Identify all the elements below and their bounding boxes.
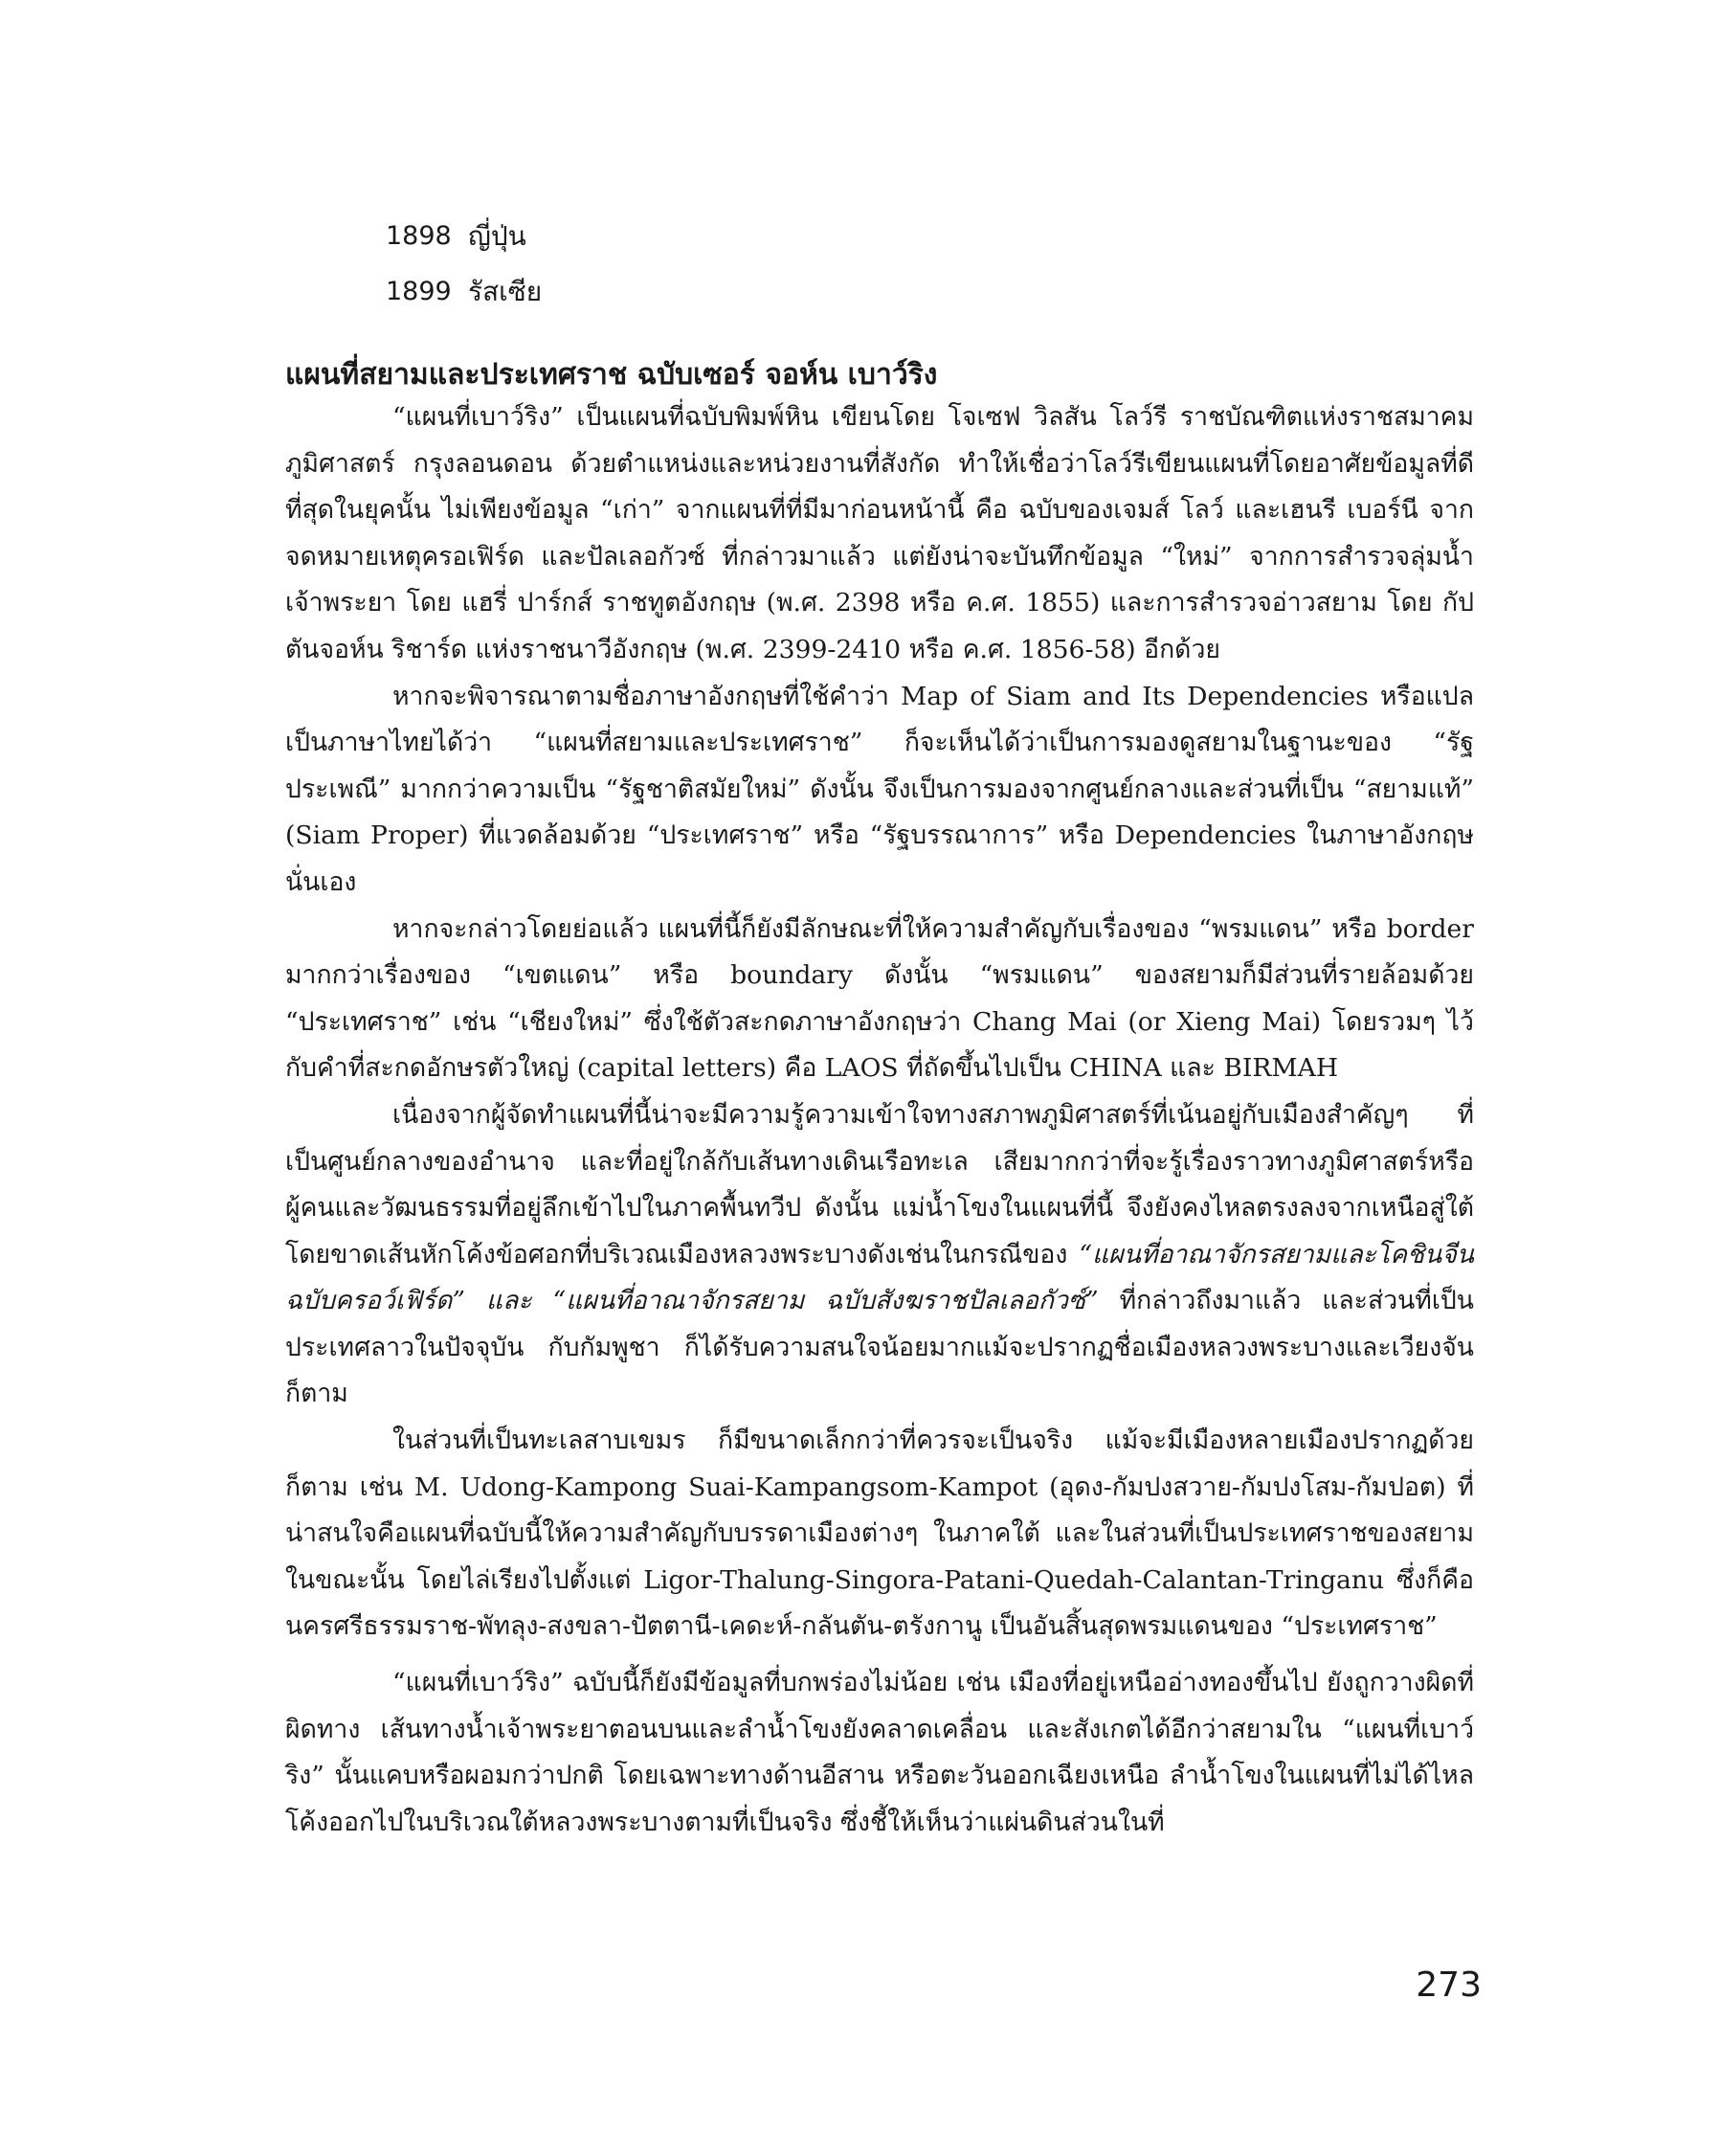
paragraph: ในส่วนที่เป็นทะเลสาบเขมร ก็มีขนาดเล็กกว่าที่ควรจะเป็นจริง แม้จะมีเมืองหลายเมืองปรากฏด้วยก็ตาม เช่น M. Udong-Kampong Suai-Kampangsom-Kampot (อุดง-กัมปงสวาย-กัมปงโสม-กัมปอต) ที่น่าสนใจคือแผนที่ฉบับนี้ให้ความสำคัญกับบรรดาเมืองต่างๆ ในภาคใต้ และในส่วนที่เป็นประเทศราชของสยามในขณะนั้น โดยไล่เรียงไปตั้งแต่ Ligor-Thalung-Singora-Patani-Quedah-Calantan-Tringanu ซึ่งก็คือ นครศรีธรรมราช-พัทลุง-สงขลา-ปัตตานี-เคดะห์-กลันตัน-ตรังกานู เป็นอันสิ้นสุดพรมแดนของ “ประเทศราช” bbox=[285, 1426, 1474, 1642]
map-titles-italic: “แผนที่อาณาจักรสยามและโคชินจีน ฉบับครอว์เฟิร์ด” และ “แผนที่อาณาจักรสยาม ฉบับสังฆราชปัลเลอกัวซ์” bbox=[285, 1239, 1474, 1316]
section-heading: แผนที่สยามและประเทศราช ฉบับเซอร์ จอห์น เบาว์ริง bbox=[285, 358, 938, 392]
paragraph bbox=[285, 1092, 1474, 1418]
paragraph: หากจะกล่าวโดยย่อแล้ว แผนที่นี้ก็ยังมีลักษณะที่ให้ความสำคัญกับเรื่องของ “พรมแดน” หรือ border มากกว่าเรื่องของ “เขตแดน” หรือ boundary ดังนั้น “พรมแดน” ของสยามก็มีส่วนที่รายล้อมด้วย “ประเทศราช” เช่น “เชียงใหม่” ซึ่งใช้ตัวสะกดภาษาอังกฤษว่า Chang Mai (or Xieng Mai) โดยรวมๆ ไว้กับคำที่สะกดอักษรตัวใหญ่ (capital letters) คือ LAOS ที่ถัดขึ้นไปเป็น CHINA และ BIRMAH bbox=[285, 913, 1474, 1084]
timeline-entry bbox=[386, 264, 960, 320]
paragraph-text: ที่กล่าวถึงมาแล้ว และส่วนที่เป็นประเทศลาวในปัจจุบัน กับกัมพูชา ก็ได้รับความสนใจน้อยมากแม้จะปรากฏชื่อเมืองหลวงพระบางและเวียงจันก็ตาม bbox=[285, 1286, 1474, 1409]
paragraph: หากจะพิจารณาตามชื่อภาษาอังกฤษที่ใช้คำว่า Map of Siam and Its Dependencies หรือแปลเป็นภาษาไทยได้ว่า “แผนที่สยามและประเทศราช” ก็จะเห็นได้ว่าเป็นการมองดูสยามในฐานะของ “รัฐประเพณี” มากกว่าความเป็น “รัฐชาติสมัยใหม่” ดังนั้น จึงเป็นการมองจากศูนย์กลางและส่วนที่เป็น “สยามแท้” (Siam Proper) ที่แวดล้อมด้วย “ประเทศราช” หรือ “รัฐบรรณาการ” หรือ Dependencies ในภาษาอังกฤษนั่นเอง bbox=[285, 681, 1474, 897]
timeline-country: รัสเซีย bbox=[468, 276, 543, 307]
timeline-list bbox=[386, 209, 960, 320]
timeline-year: 1899 bbox=[386, 277, 452, 306]
timeline-year: 1898 bbox=[386, 221, 452, 251]
paragraph: “แผนที่เบาว์ริง” ฉบับนี้ก็ยังมีข้อมูลที่บกพร่องไม่น้อย เช่น เมืองที่อยู่เหนืออ่างทองขึ้นไป ยังถูกวางผิดที่ผิดทาง เส้นทางน้ำเจ้าพระยาตอนบนและลำน้ำโขงยังคลาดเคลื่อน และสังเกตได้อีกว่าสยามใน “แผนที่เบาว์ริง” นั้นแคบหรือผอมกว่าปกติ โดยเฉพาะทางด้านอีสาน หรือตะวันออกเฉียงเหนือ ลำน้ำโขงในแผนที่ไม่ได้ไหลโค้งออกไปในบริเวณใต้หลวงพระบางตามที่เป็นจริง ซึ่งชี้ให้เห็นว่าแผ่นดินส่วนในที่ bbox=[285, 1668, 1474, 1837]
timeline-entry bbox=[386, 209, 960, 264]
body-text bbox=[285, 394, 1474, 1846]
paragraph: “แผนที่เบาว์ริง” เป็นแผนที่ฉบับพิมพ์หิน เขียนโดย โจเซฟ วิลสัน โลว์รี ราชบัณฑิตแห่งราชสมาคมภูมิศาสตร์ กรุงลอนดอน ด้วยตำแหน่งและหน่วยงานที่สังกัด ทำให้เชื่อว่าโลว์รีเขียนแผนที่โดยอาศัยข้อมูลที่ดีที่สุดในยุคนั้น ไม่เพียงข้อมูล “เก่า” จากแผนที่ที่มีมาก่อนหน้านี้ คือ ฉบับของเจมส์ โลว์ และเฮนรี เบอร์นี จากจดหมายเหตุครอเฟิร์ด และปัลเลอกัวซ์ ที่กล่าวมาแล้ว แต่ยังน่าจะบันทึกข้อมูล “ใหม่” จากการสำรวจลุ่มน้ำเจ้าพระยา โดย แฮรี่ ปาร์กส์ ราชทูตอังกฤษ (พ.ศ. 2398 หรือ ค.ศ. 1855) และการสำรวจอ่าวสยาม โดย กัปตันจอห์น ริชาร์ด แห่งราชนาวีอังกฤษ (พ.ศ. 2399-2410 หรือ ค.ศ. 1856-58) อีกด้วย bbox=[285, 402, 1474, 664]
timeline-country: ญี่ปุ่น bbox=[468, 220, 526, 252]
page-number: 273 bbox=[1416, 1965, 1482, 2005]
paragraph-text: เนื่องจากผู้จัดทำแผนที่นี้น่าจะมีความรู้ความเข้าใจทางสภาพภูมิศาสตร์ที่เน้นอยู่กับเมืองสำคัญๆ ที่เป็นศูนย์กลางของอำนาจ และที่อยู่ใกล้กับเส้นทางเดินเรือทะเล เสียมากกว่าที่จะรู้เรื่องราวทางภูมิศาสตร์หรือผู้คนและวัฒนธรรมที่อยู่ลึกเข้าไปในภาคพื้นทวีป ดังนั้น แม่น้ำโขงในแผนที่นี้ จึงยังคงไหลตรงลงจากเหนือสู่ใต้ โดยขาดเส้นหักโค้งข้อศอกที่บริเวณเมืองหลวงพระบางดังเช่นในกรณีของ bbox=[285, 1099, 1474, 1269]
